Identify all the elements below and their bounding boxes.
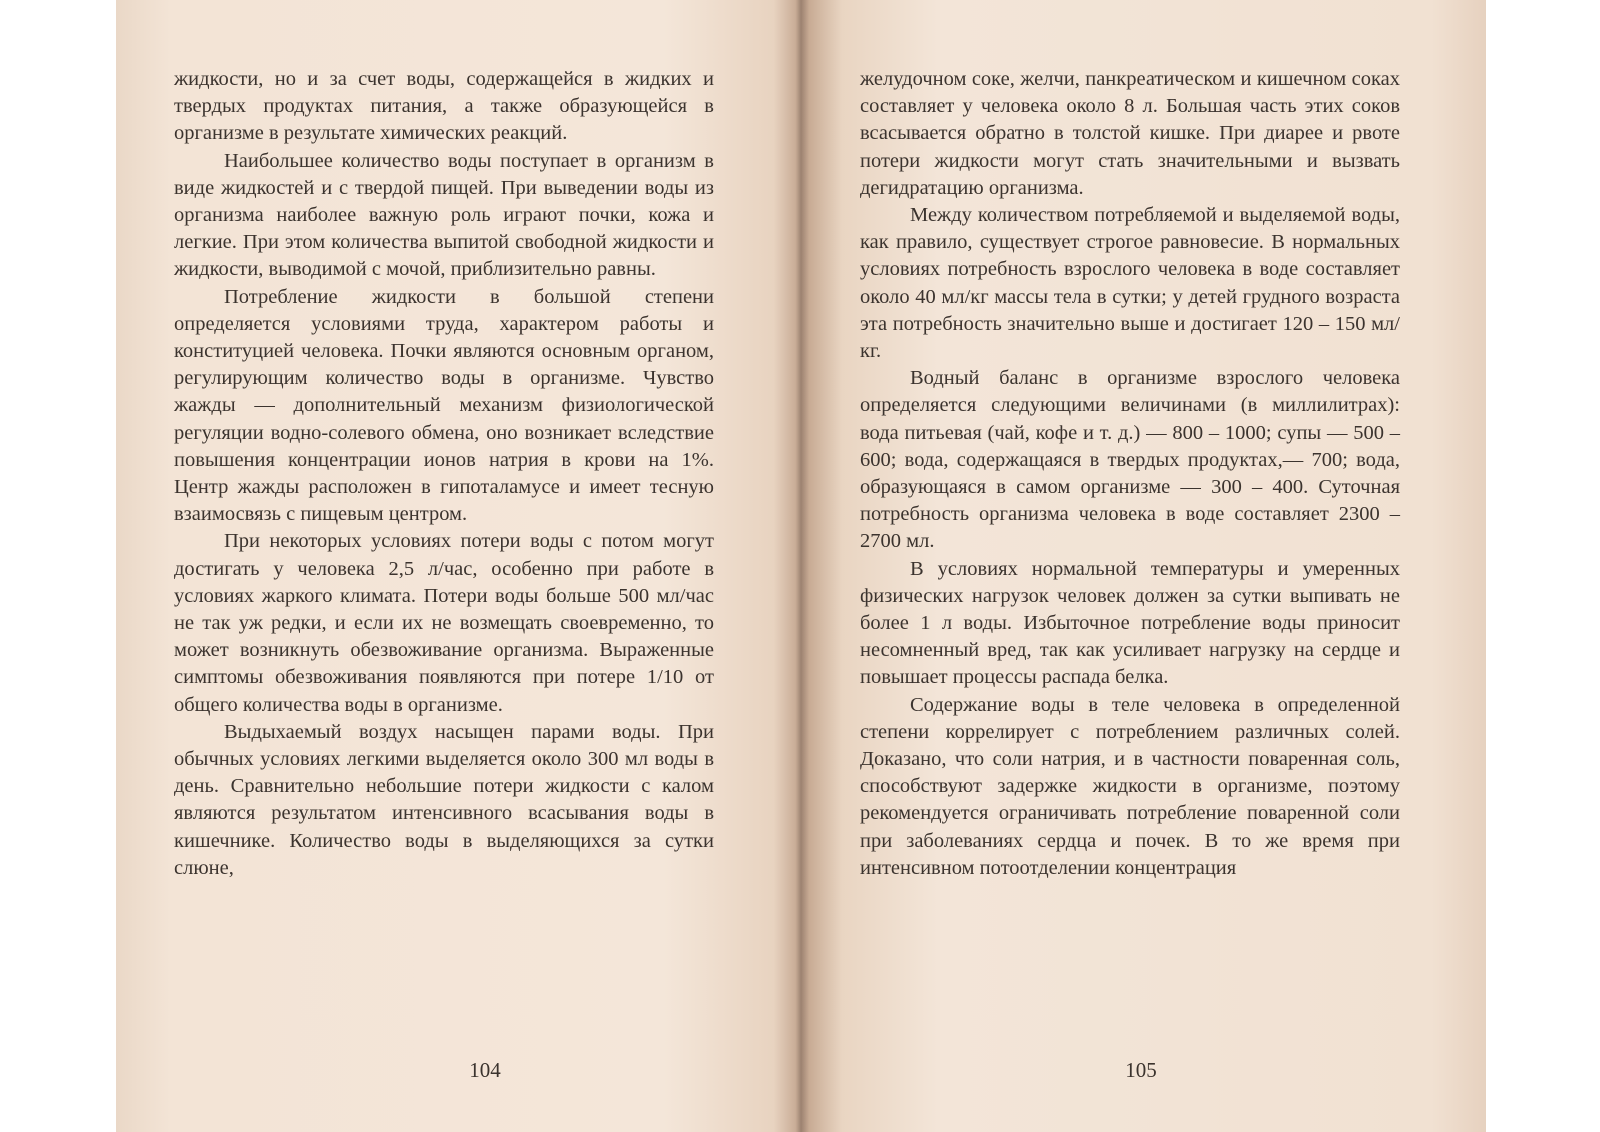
paragraph: жидкости, но и за счет воды, содержащейся в жидких и твердых продуктах питания, а также образующейся в организме в результате химических реакций.	[174, 68, 714, 145]
paragraph: Потребление жидкости в большой степени определяется условиями труда, характером работы и конституцией человека. Почки являются основным органом, регулирующим количество воды в организме. Чувство жажды — дополнительный механизм физиологической регуляции водно-солевого обмена, оно возникает вследствие повышения концентрации ионов натрия в крови на 1%. Центр жажды расположен в гипоталамусе и имеет тесную взаимосвязь с пищевым центром.	[174, 285, 714, 526]
left-page	[116, 0, 794, 1132]
paragraph: В условиях нормальной температуры и умеренных физических нагрузок человек должен за сутки выпивать не более 1 л воды. Избыточное потребление воды приносит несомненный вред, так как усиливает нагрузку на сердце и повышает процессы распада белка.	[860, 557, 1400, 689]
paragraph: Содержание воды в теле человека в определенной степени коррелирует с потреблением различных солей. Доказано, что соли натрия, и в частности поваренная соль, способствуют задержке жидкости в организме, поэтому рекомендуется ограничивать потребление поваренной соли при заболеваниях сердца и почек. В то же время при интенсивном потоотделении концентрация	[860, 693, 1400, 879]
paragraph: Водный баланс в организме взрослого человека определяется следующими величинами (в миллилитрах): вода питьевая (чай, кофе и т. д.) — 800 – 1000; супы — 500 – 600; вода, содержащаяся в твердых продуктах,— 700; вода, образующаяся в самом организме — 300 – 400. Суточная потребность организма человека в воде составляет 2300 – 2700 мл.	[860, 367, 1400, 553]
paragraph: Наибольшее количество воды поступает в организм в виде жидкостей и с твердой пищей. При выведении воды из организма наиболее важную роль играют почки, кожа и легкие. При этом количества выпитой свободной жидкости и жидкости, выводимой с мочой, приблизительно равны.	[174, 149, 714, 281]
paragraph: Выдыхаемый воздух насыщен парами воды. При обычных условиях легкими выделяется около 300 мл воды в день. Сравнительно небольшие потери жидкости с калом являются результатом интенсивного всасывания воды в кишечнике. Количество воды в выделяющихся за сутки слюне,	[174, 720, 714, 879]
page-number: 104	[469, 1058, 501, 1082]
paragraph: При некоторых условиях потери воды с потом могут достигать у человека 2,5 л/час, особенно при работе в условиях жаркого климата. Потери воды больше 500 мл/час не так уж редки, и если их не возмещать своевременно, то может возникнуть обезвоживание организма. Выраженные симптомы обезвоживания появляются при потере 1/10 от общего количества воды в организме.	[174, 530, 714, 716]
page-number: 105	[1125, 1058, 1157, 1082]
paragraph: Между количеством потребляемой и выделяемой воды, как правило, существует строгое равновесие. В нормальных условиях потребность взрослого человека в воде составляет около 40 мл/кг массы тела в сутки; у детей грудного возраста эта потребность значительно выше и достигает 120 – 150 мл/кг.	[860, 204, 1400, 363]
book-spread	[116, 0, 1486, 1132]
right-page-text	[860, 66, 1400, 882]
right-page	[808, 0, 1486, 1132]
left-page-text	[174, 66, 714, 882]
paragraph: желудочном соке, желчи, панкреатическом и кишечном соках составляет у человека около 8 л. Большая часть этих соков всасывается обратно в толстой кишке. При диарее и рвоте потери жидкости могут стать значительными и вызвать дегидратацию организма.	[860, 68, 1400, 199]
